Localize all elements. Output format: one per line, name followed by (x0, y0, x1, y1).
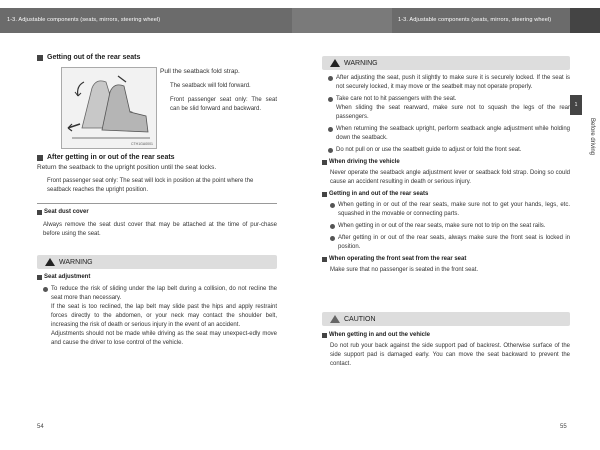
bullet-dot-icon (330, 203, 335, 208)
warning-bullet (330, 201, 570, 219)
header-tab-block (570, 8, 600, 33)
warning-icon (45, 258, 55, 266)
chapter-tab-label: Before driving (589, 118, 595, 156)
dust-title: Seat dust cover (44, 209, 89, 215)
warning-icon (330, 59, 340, 67)
left-warning-block (37, 255, 277, 348)
caution-label: CAUTION (344, 315, 376, 323)
sec1-title: Getting out of the rear seats (47, 54, 141, 61)
divider (37, 203, 277, 204)
sec1-note2: Front passenger seat only: The seat can be slid forward and backward. (170, 97, 277, 112)
square-bullet-icon (37, 55, 43, 61)
warning-label: WARNING (344, 59, 378, 67)
warning-b2a: Take care not to hit passengers with the seat. (336, 96, 457, 102)
sec1-note1: The seatback will fold forward. (170, 83, 251, 89)
seat-figure (61, 67, 157, 149)
warning-b1: After adjusting the seat, push it slightly to make sure it is securely locked. If the seat is not securely locked, it may move or the seatbelt may not operate properly. (336, 75, 570, 90)
square-bullet-icon (322, 192, 327, 197)
right-header-title: 1-3. Adjustable components (seats, mirrors, steering wheel) (398, 17, 552, 23)
warning-s1-title: When driving the vehicle (329, 159, 400, 165)
warning-s2-b2: When getting in or out of the rear seats, make sure not to trip on the seat rails. (338, 223, 546, 229)
left-sec1-heading-wrap (37, 53, 277, 62)
sec2-note: Front passenger seat only: The seat will lock in position at the point where the seatback reaches the upright position. (47, 178, 254, 193)
warning-s3-title: When operating the front seat from the rear seat (329, 256, 467, 262)
warning-bullet (328, 95, 570, 122)
warning-b1-line2: If the seat is too reclined, the lap belt may slide past the hips and apply restraint forces directly to the abdomen, or your neck may contact the shoulder belt, increasing the risk of death or serious injury in the event of an accident. (51, 304, 277, 328)
subsection-heading (37, 273, 277, 282)
warning-b1-line1: To reduce the risk of sliding under the lap belt during a collision, do not recline the seat more than necessary. (51, 286, 277, 301)
right-page-header (392, 8, 570, 33)
warning-s2-title: Getting in and out of the rear seats (329, 191, 429, 197)
seat-illustration (62, 68, 156, 148)
bullet-dot-icon (328, 76, 333, 81)
warning-bullet (330, 234, 570, 252)
right-warning-block (322, 56, 570, 275)
section-heading (37, 53, 277, 62)
dust-text: Always remove the seat dust cover that may be attached at the time of pur-chase before using the seat. (43, 222, 277, 237)
warning-bullet (330, 222, 570, 231)
warning-b1-line3: Adjustments should not be made while driving as the seat may unexpect-edly move and cause the driver to lose control of the vehicle. (51, 331, 277, 346)
caution-icon (330, 315, 340, 323)
subsection-heading (322, 190, 570, 199)
subsection-heading (322, 331, 570, 340)
page-number-left: 54 (37, 424, 44, 430)
warning-b3: When returning the seatback upright, perform seatback angle adjustment while holding down the seatback. (336, 126, 570, 141)
dust-block (37, 208, 277, 239)
warning-bullet (328, 125, 570, 143)
square-bullet-icon (322, 333, 327, 338)
caution-s1-text: Do not rub your back against the side support pad of backrest. Otherwise surface of the side support pad is damaged early. You can move the seat backward to prevent the contact. (330, 343, 570, 367)
warning-bullet (328, 146, 570, 155)
figure-caption: CTH1GA0001 (131, 142, 153, 146)
page-number-right: 55 (560, 424, 567, 430)
warning-bar (37, 255, 277, 269)
warning-bullet (328, 74, 570, 92)
bullet-dot-icon (330, 236, 335, 241)
bullet-dot-icon (328, 97, 333, 102)
sec1-text (160, 67, 277, 114)
left-header-title: 1-3. Adjustable components (seats, mirrors, steering wheel) (7, 17, 161, 23)
bullet-dot-icon (330, 224, 335, 229)
right-caution-block (322, 312, 570, 369)
warning-s3-text: Make sure that no passenger is seated in the front seat. (330, 267, 479, 273)
sec1-instruction: Pull the seatback fold strap. (160, 68, 240, 75)
chapter-tab-number: 1 (574, 102, 578, 108)
warning-b4: Do not pull on or use the seatbelt guide to adjust or fold the front seat. (336, 147, 522, 153)
square-bullet-icon (37, 210, 42, 215)
section-heading (37, 153, 277, 162)
subsection-heading (322, 158, 570, 167)
warning-label: WARNING (59, 258, 93, 266)
square-bullet-icon (322, 160, 327, 165)
warning-bar (322, 56, 570, 70)
chapter-tab[interactable] (570, 95, 582, 115)
header-gap (292, 8, 392, 33)
subsection-heading (37, 208, 277, 217)
warning-s1-text: Never operate the seatback angle adjustment lever or seatback fold strap. Doing so could cause an accident resulting in death or serious injury. (330, 170, 570, 185)
bullet-dot-icon (43, 287, 48, 292)
square-bullet-icon (37, 275, 42, 280)
bullet-dot-icon (328, 127, 333, 132)
subsection-heading (322, 255, 570, 264)
warning-b2b: When sliding the seat rearward, make sure not to squash the legs of the rear passengers. (336, 105, 570, 120)
sec2-block (37, 153, 277, 195)
square-bullet-icon (37, 155, 43, 161)
warning-subtitle: Seat adjustment (44, 274, 91, 280)
caution-bar (322, 312, 570, 326)
sec2-title: After getting in or out of the rear seats (47, 154, 175, 161)
caution-s1-title: When getting in and out the vehicle (329, 332, 431, 338)
bullet-dot-icon (328, 148, 333, 153)
left-page-header (0, 8, 292, 33)
square-bullet-icon (322, 257, 327, 262)
warning-s2-b1: When getting in or out of the rear seats, make sure not to get your hands, legs, etc. squashed in the movable or connecting parts. (338, 202, 570, 217)
warning-s2-b3: After getting in or out of the rear seats, always make sure the front seat is locked in position. (338, 235, 570, 250)
sec2-line: Return the seatback to the upright position until the seat locks. (37, 164, 217, 171)
warning-bullet (43, 285, 277, 348)
